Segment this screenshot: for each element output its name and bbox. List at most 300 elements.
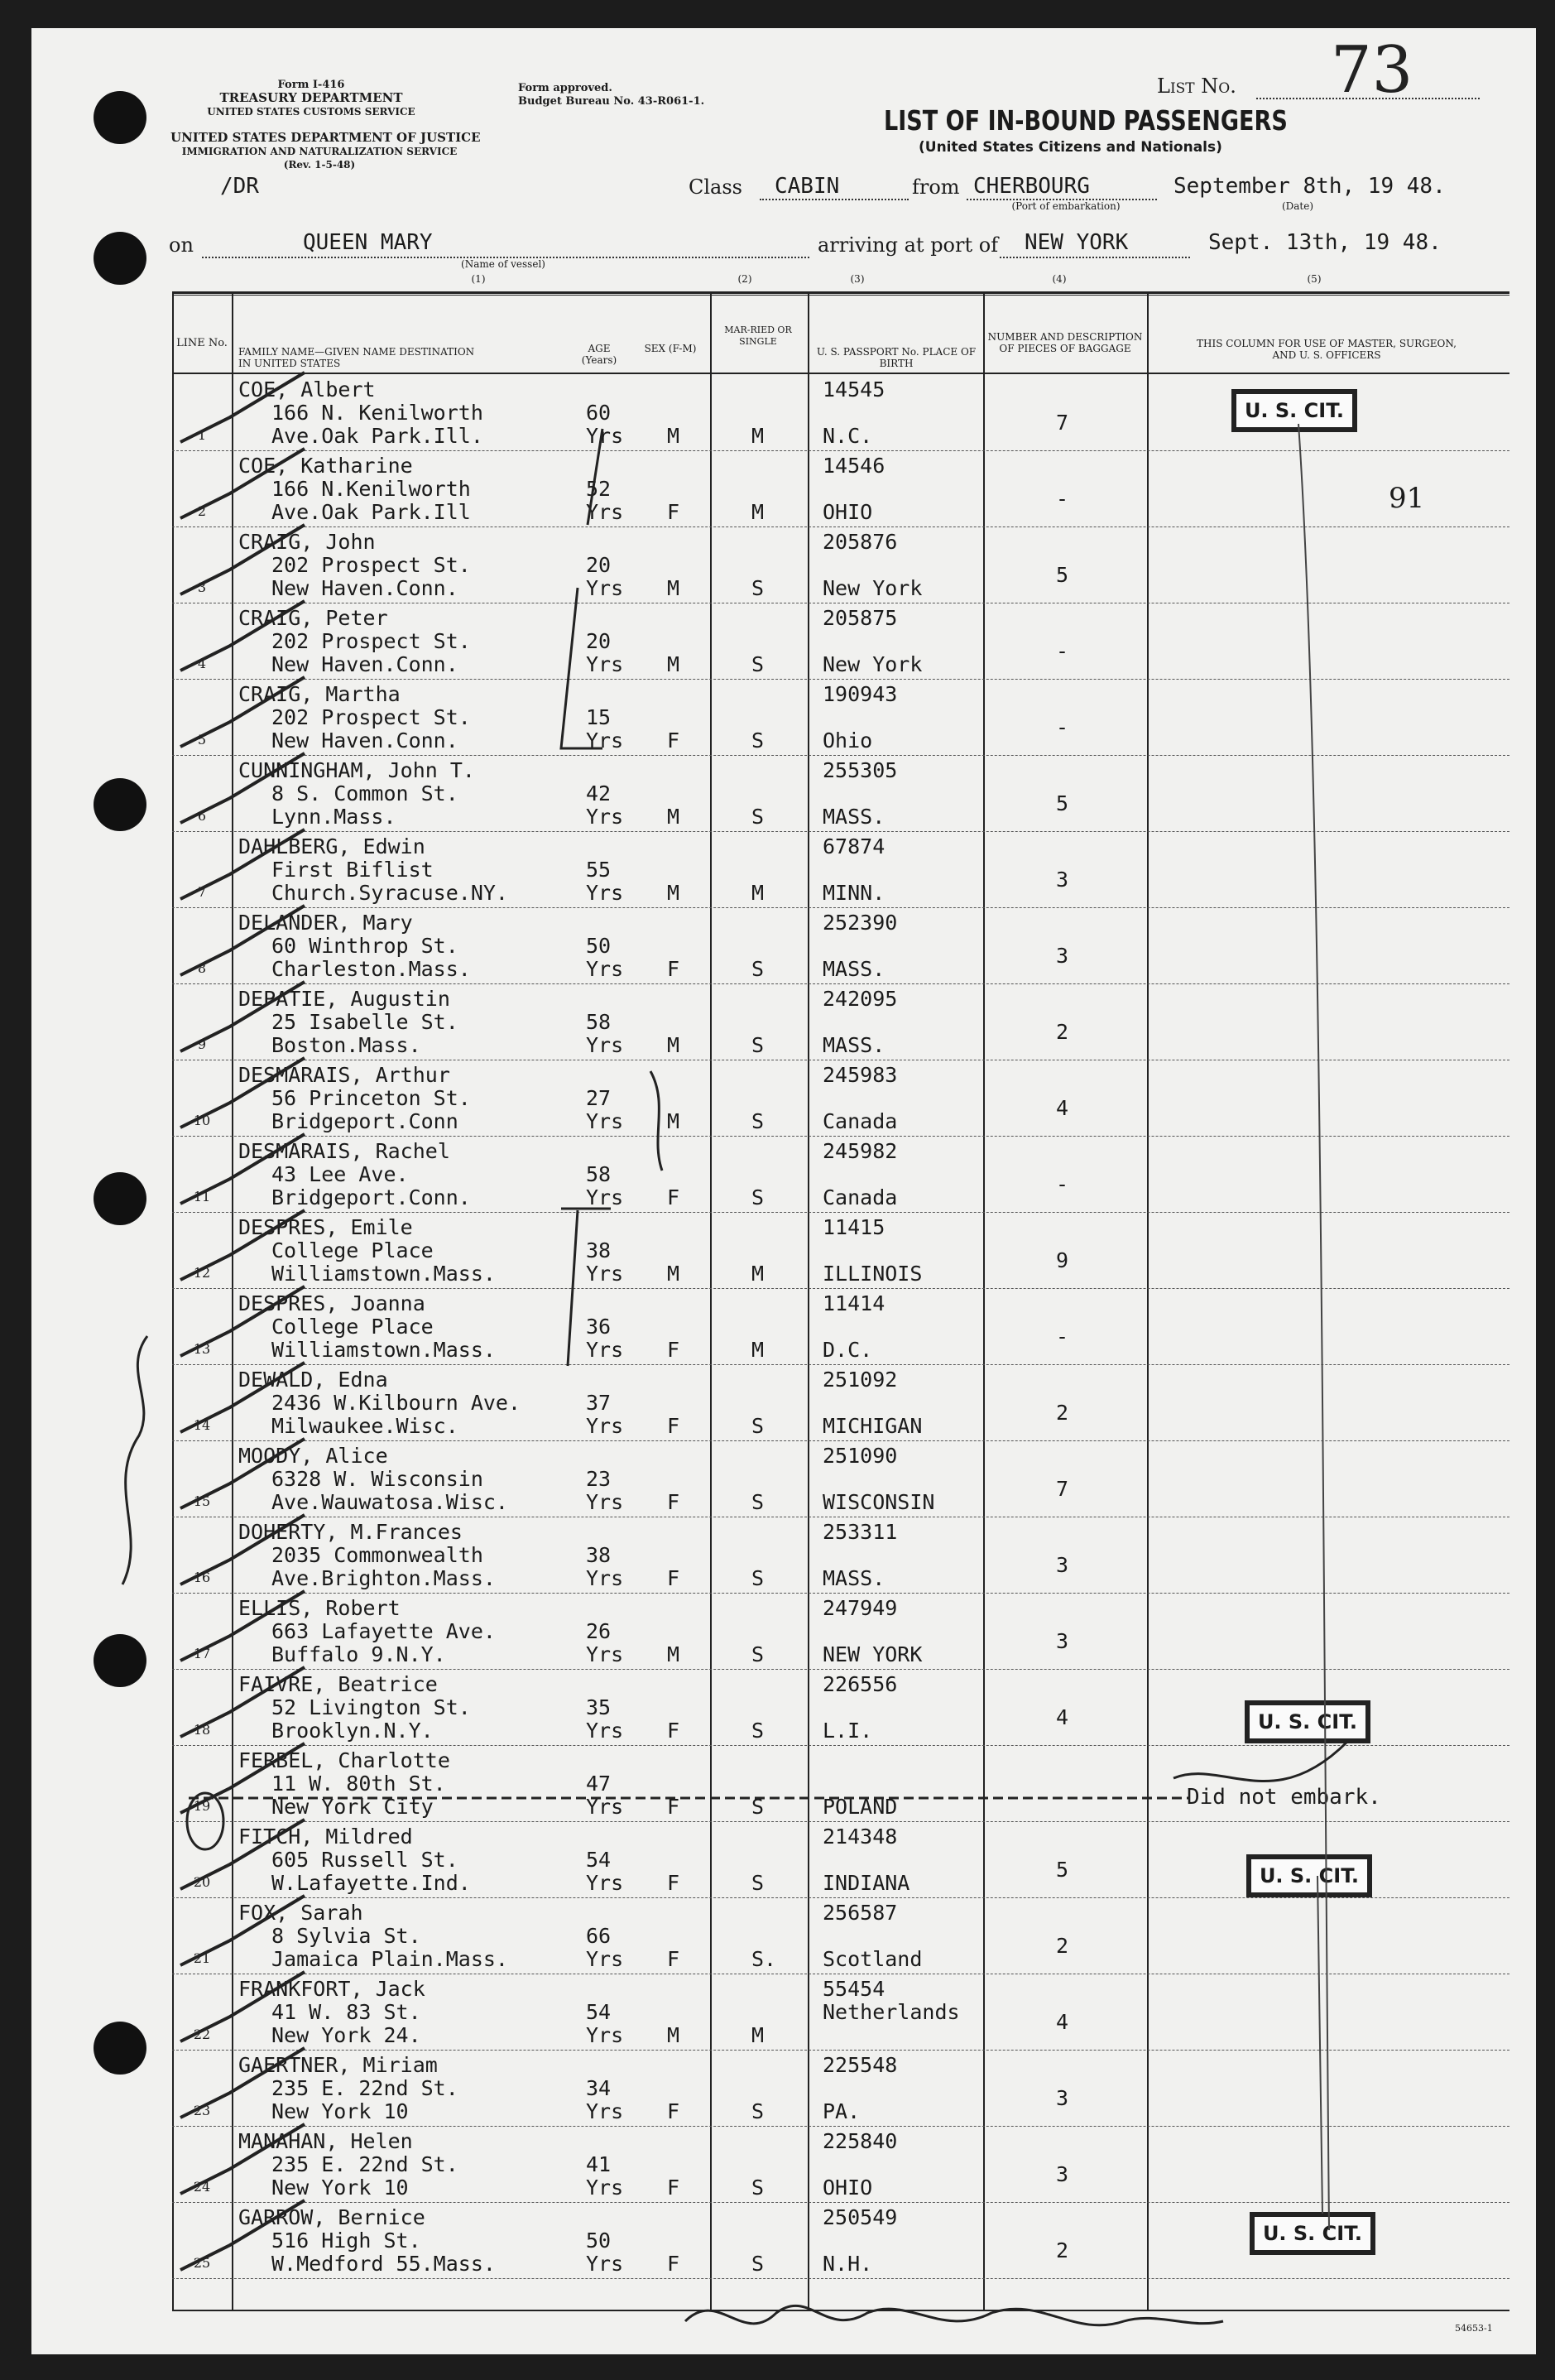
- passenger-name: DOHERTY, M.Frances: [238, 1520, 463, 1544]
- sex-value: F: [667, 728, 680, 752]
- baggage-count: -: [1056, 487, 1069, 511]
- age-value: 50: [586, 934, 612, 958]
- col-header-officers: THIS COLUMN FOR USE OF MASTER, SURGEON, AND U. S. OFFICERS: [1197, 338, 1457, 361]
- passport-number: 253311: [823, 1520, 898, 1544]
- us-cit-stamp: U. S. CIT.: [1251, 2214, 1374, 2253]
- passport-number: 252390: [823, 911, 898, 935]
- age-value: 20: [586, 553, 612, 577]
- col-header-sex: SEX (F-M): [644, 343, 697, 354]
- marital-status: S: [751, 2099, 765, 2123]
- age-unit: Yrs: [586, 500, 624, 524]
- marital-status: S: [751, 1109, 765, 1133]
- baggage-count: -: [1056, 715, 1069, 739]
- check-tick: [180, 829, 305, 899]
- marital-status: S: [751, 1642, 765, 1666]
- line-number: 17: [193, 1646, 211, 1661]
- passport-number: 247949: [823, 1596, 898, 1620]
- address-line-2: Ave.Oak Park.Ill: [271, 500, 471, 524]
- age-unit: Yrs: [586, 957, 624, 981]
- sex-value: M: [667, 576, 680, 600]
- address-line-2: Boston.Mass.: [271, 1033, 421, 1057]
- justice-label: UNITED STATES DEPARTMENT OF JUSTICE: [170, 130, 481, 145]
- passenger-name: DELANDER, Mary: [238, 911, 413, 935]
- passenger-name: FAIVRE, Beatrice: [238, 1672, 438, 1696]
- baggage-count: 3: [1056, 2162, 1069, 2186]
- address-line-1: 202 Prospect St.: [271, 629, 471, 653]
- passenger-name: CUNNINGHAM, John T.: [238, 758, 475, 782]
- address-line-1: 2436 W.Kilbourn Ave.: [271, 1391, 521, 1415]
- age-value: 54: [586, 1848, 612, 1872]
- address-line-2: New York City: [271, 1795, 434, 1819]
- date-caption: (Date): [1281, 200, 1314, 212]
- passenger-name: CRAIG, John: [238, 530, 376, 554]
- passenger-name: COE, Albert: [238, 377, 376, 401]
- col-header-line: LINE No.: [176, 337, 228, 349]
- address-line-1: 8 Sylvia St.: [271, 1924, 421, 1948]
- baggage-count: 2: [1056, 1020, 1069, 1044]
- address-line-2: Buffalo 9.N.Y.: [271, 1642, 446, 1666]
- passenger-name: FRANKFORT, Jack: [238, 1977, 425, 2001]
- passport-number: 190943: [823, 682, 898, 706]
- marital-status: M: [751, 424, 765, 448]
- age-value: 50: [586, 2229, 612, 2253]
- place-of-birth: L.I.: [823, 1719, 873, 1743]
- sex-value: M: [667, 1033, 680, 1057]
- page-title: LIST OF IN-BOUND PASSENGERS: [884, 104, 1288, 137]
- arrival-port: NEW YORK: [1025, 230, 1129, 255]
- check-tick: [180, 1439, 305, 1508]
- age-value: 41: [586, 2152, 612, 2176]
- place-of-birth: WISCONSIN: [823, 1490, 935, 1514]
- class-value: CABIN: [775, 174, 840, 199]
- address-line-2: Ave.Brighton.Mass.: [271, 1566, 496, 1590]
- sex-value: M: [667, 881, 680, 905]
- check-tick: [180, 2048, 305, 2118]
- age-unit: Yrs: [586, 1795, 624, 1819]
- age-value: 23: [586, 1467, 612, 1491]
- sex-value: M: [667, 1109, 680, 1133]
- passport-number: 245982: [823, 1139, 898, 1163]
- place-of-birth: MASS.: [823, 805, 885, 829]
- age-value: 52: [586, 477, 612, 501]
- form-number: Form I-416: [277, 79, 345, 91]
- passenger-name: DAHLBERG, Edwin: [238, 834, 425, 858]
- list-no-label: List No.: [1157, 75, 1236, 98]
- ins-label: IMMIGRATION AND NATURALIZATION SERVICE: [181, 146, 458, 157]
- age-value: 34: [586, 2076, 612, 2100]
- age-value: 38: [586, 1238, 612, 1262]
- age-unit: Yrs: [586, 1338, 624, 1362]
- col-header-married: MAR-RIED OR SINGLE: [724, 325, 792, 347]
- age-value: 15: [586, 705, 612, 729]
- did-not-embark-note: Did not embark.: [1187, 1785, 1381, 1810]
- departure-date: September 8th, 19 48.: [1173, 174, 1446, 199]
- line-number: 20: [193, 1874, 211, 1890]
- address-line-2: W.Medford 55.Mass.: [271, 2252, 496, 2276]
- marital-status: S: [751, 1566, 765, 1590]
- age-value: 42: [586, 781, 612, 805]
- address-line-2: Bridgeport.Conn: [271, 1109, 458, 1133]
- place-of-birth: OHIO: [823, 2176, 873, 2200]
- address-line-1: 202 Prospect St.: [271, 705, 471, 729]
- baggage-count: 4: [1056, 1705, 1069, 1729]
- address-line-1: College Place: [271, 1315, 434, 1339]
- handwritten-marks: [31, 28, 1536, 2354]
- marital-status: S: [751, 652, 765, 676]
- passport-number: 251092: [823, 1368, 898, 1392]
- baggage-count: 2: [1056, 1934, 1069, 1958]
- age-value: 66: [586, 1924, 612, 1948]
- place-of-birth: Canada: [823, 1109, 898, 1133]
- annotation-91: 91: [1389, 482, 1425, 515]
- col-number: (1): [471, 273, 486, 285]
- passenger-name: ELLIS, Robert: [238, 1596, 401, 1620]
- place-of-birth: N.C.: [823, 424, 873, 448]
- baggage-count: 9: [1056, 1248, 1069, 1272]
- check-tick: [180, 525, 305, 594]
- place-of-birth: Scotland: [823, 1947, 923, 1971]
- baggage-count: 3: [1056, 1553, 1069, 1577]
- place-of-birth: D.C.: [823, 1338, 873, 1362]
- baggage-count: -: [1056, 1172, 1069, 1196]
- marital-status: M: [751, 881, 765, 905]
- address-line-1: 166 N.Kenilworth: [271, 477, 471, 501]
- budget-number: Budget Bureau No. 43-R061-1.: [518, 95, 705, 108]
- port-caption: (Port of embarkation): [1011, 200, 1121, 212]
- address-line-2: Williamstown.Mass.: [271, 1338, 496, 1362]
- line-number: 25: [193, 2255, 211, 2271]
- sex-value: F: [667, 1185, 680, 1209]
- check-tick: [180, 1210, 305, 1280]
- age-value: 55: [586, 858, 612, 882]
- baggage-count: -: [1056, 1325, 1069, 1349]
- age-value: 27: [586, 1086, 612, 1110]
- sex-value: F: [667, 2252, 680, 2276]
- line-number: 2: [197, 503, 207, 519]
- passport-number: 11415: [823, 1215, 885, 1239]
- place-of-birth: MASS.: [823, 1566, 885, 1590]
- passenger-name: DESPRES, Emile: [238, 1215, 413, 1239]
- sex-value: F: [667, 2099, 680, 2123]
- passport-number: 250549: [823, 2205, 898, 2229]
- address-line-2: Charleston.Mass.: [271, 957, 471, 981]
- place-of-birth: MICHIGAN: [823, 1414, 923, 1438]
- age-unit: Yrs: [586, 2099, 624, 2123]
- marital-status: M: [751, 2023, 765, 2047]
- place-of-birth: Netherlands: [823, 2000, 960, 2024]
- place-of-birth: MINN.: [823, 881, 885, 905]
- address-line-1: 43 Lee Ave.: [271, 1162, 409, 1186]
- address-line-1: 235 E. 22nd St.: [271, 2152, 458, 2176]
- address-line-1: 516 High St.: [271, 2229, 421, 2253]
- place-of-birth: N.H.: [823, 2252, 873, 2276]
- marital-status: S: [751, 1033, 765, 1057]
- line-number: 1: [197, 427, 207, 443]
- marital-status: S: [751, 1719, 765, 1743]
- baggage-count: 5: [1056, 791, 1069, 815]
- address-line-2: Milwaukee.Wisc.: [271, 1414, 458, 1438]
- marital-status: S: [751, 1414, 765, 1438]
- sex-value: M: [667, 1642, 680, 1666]
- address-line-1: 25 Isabelle St.: [271, 1010, 458, 1034]
- marital-status: S: [751, 1871, 765, 1895]
- sex-value: M: [667, 1262, 680, 1286]
- address-line-1: 6328 W. Wisconsin: [271, 1467, 483, 1491]
- passenger-name: DEWALD, Edna: [238, 1368, 388, 1392]
- footer-code: 54653-1: [1455, 2323, 1493, 2334]
- passport-number: 226556: [823, 1672, 898, 1696]
- passenger-name: FOX, Sarah: [238, 1901, 363, 1925]
- marital-status: M: [751, 1262, 765, 1286]
- line-number: 3: [197, 579, 207, 595]
- address-line-2: Williamstown.Mass.: [271, 1262, 496, 1286]
- sex-value: F: [667, 1795, 680, 1819]
- baggage-count: 4: [1056, 1096, 1069, 1120]
- age-unit: Yrs: [586, 1262, 624, 1286]
- revision: (Rev. 1-5-48): [283, 159, 356, 171]
- marital-status: S: [751, 728, 765, 752]
- place-of-birth: MASS.: [823, 957, 885, 981]
- place-of-birth: NEW YORK: [823, 1642, 923, 1666]
- marital-status: S: [751, 805, 765, 829]
- check-tick: [180, 1363, 305, 1432]
- place-of-birth: Ohio: [823, 728, 873, 752]
- line-number: 24: [193, 2179, 211, 2195]
- sex-value: F: [667, 1338, 680, 1362]
- address-line-1: 235 E. 22nd St.: [271, 2076, 458, 2100]
- us-cit-stamp: U. S. CIT.: [1246, 1702, 1369, 1742]
- line-number: 7: [197, 884, 207, 900]
- age-unit: Yrs: [586, 1109, 624, 1133]
- page-subtitle: (United States Citizens and Nationals): [919, 139, 1222, 156]
- check-tick: [180, 1515, 305, 1584]
- sex-value: F: [667, 1871, 680, 1895]
- passport-number: 242095: [823, 987, 898, 1011]
- place-of-birth: MASS.: [823, 1033, 885, 1057]
- passenger-name: CRAIG, Peter: [238, 606, 388, 630]
- on-label: on: [169, 233, 194, 257]
- sex-value: M: [667, 424, 680, 448]
- line-number: 10: [193, 1113, 211, 1128]
- col-header-name: FAMILY NAME—GIVEN NAME DESTINATION IN UNITED STATES: [238, 346, 475, 369]
- list-no-value: 73: [1331, 33, 1413, 108]
- marital-status: S: [751, 957, 765, 981]
- address-line-1: 663 Lafayette Ave.: [271, 1619, 496, 1643]
- passport-number: 225840: [823, 2129, 898, 2153]
- line-number: 21: [193, 1950, 211, 1966]
- age-unit: Yrs: [586, 1566, 624, 1590]
- col-header-passport: U. S. PASSPORT No. PLACE OF BIRTH: [816, 346, 977, 369]
- marital-status: M: [751, 1338, 765, 1362]
- col-header-age: AGE (Years): [581, 343, 617, 366]
- age-unit: Yrs: [586, 1033, 624, 1057]
- sex-value: M: [667, 805, 680, 829]
- baggage-count: 3: [1056, 1629, 1069, 1653]
- passenger-name: DEPATIE, Augustin: [238, 987, 450, 1011]
- sex-value: M: [667, 2023, 680, 2047]
- address-line-2: New York 10: [271, 2176, 409, 2200]
- check-tick: [180, 1820, 305, 1889]
- passenger-name: CRAIG, Martha: [238, 682, 401, 706]
- sex-value: F: [667, 1947, 680, 1971]
- baggage-count: 7: [1056, 411, 1069, 435]
- passenger-name: FITCH, Mildred: [238, 1825, 413, 1849]
- check-tick: [180, 449, 305, 518]
- place-of-birth: PA.: [823, 2099, 861, 2123]
- arriving-label: arriving at port of: [818, 233, 999, 257]
- age-value: 58: [586, 1162, 612, 1186]
- address-line-1: 11 W. 80th St.: [271, 1772, 446, 1796]
- age-unit: Yrs: [586, 1185, 624, 1209]
- check-tick: [180, 1058, 305, 1127]
- passenger-name: COE, Katharine: [238, 454, 413, 478]
- marital-status: S: [751, 1490, 765, 1514]
- check-tick: [180, 906, 305, 975]
- sex-value: F: [667, 957, 680, 981]
- place-of-birth: ILLINOIS: [823, 1262, 923, 1286]
- age-unit: Yrs: [586, 2023, 624, 2047]
- place-of-birth: Canada: [823, 1185, 898, 1209]
- passport-number: 205876: [823, 530, 898, 554]
- address-line-2: New Haven.Conn.: [271, 576, 458, 600]
- check-tick: [180, 2200, 305, 2270]
- check-tick: [180, 1972, 305, 2041]
- marital-status: S: [751, 1795, 765, 1819]
- passport-number: 11414: [823, 1291, 885, 1315]
- us-cit-stamp: U. S. CIT.: [1233, 391, 1356, 430]
- place-of-birth: New York: [823, 576, 923, 600]
- age-value: 37: [586, 1391, 612, 1415]
- passport-number: 205875: [823, 606, 898, 630]
- passenger-name: DESPRES, Joanna: [238, 1291, 425, 1315]
- address-line-2: New Haven.Conn.: [271, 728, 458, 752]
- address-line-2: New York 24.: [271, 2023, 421, 2047]
- check-tick: [180, 677, 305, 747]
- address-line-2: New York 10: [271, 2099, 409, 2123]
- address-line-2: Ave.Wauwatosa.Wisc.: [271, 1490, 508, 1514]
- baggage-count: 2: [1056, 1401, 1069, 1425]
- check-tick: [180, 373, 305, 442]
- col-number: (5): [1307, 273, 1322, 285]
- age-unit: Yrs: [586, 652, 624, 676]
- line-number: 16: [193, 1570, 211, 1585]
- from-label: from: [912, 175, 960, 199]
- sex-value: F: [667, 2176, 680, 2200]
- passenger-name: DESMARAIS, Rachel: [238, 1139, 450, 1163]
- passport-number: 67874: [823, 834, 885, 858]
- marital-status: S: [751, 2252, 765, 2276]
- passenger-name: DESMARAIS, Arthur: [238, 1063, 450, 1087]
- age-value: 35: [586, 1695, 612, 1719]
- age-unit: Yrs: [586, 881, 624, 905]
- baggage-count: 3: [1056, 868, 1069, 892]
- address-line-2: New Haven.Conn.: [271, 652, 458, 676]
- age-unit: Yrs: [586, 805, 624, 829]
- age-value: 60: [586, 401, 612, 425]
- baggage-count: 2: [1056, 2238, 1069, 2262]
- age-value: 38: [586, 1543, 612, 1567]
- check-tick: [180, 1896, 305, 1965]
- check-tick: [180, 601, 305, 671]
- line-number: 5: [197, 732, 207, 748]
- passport-number: 255305: [823, 758, 898, 782]
- arrival-date: Sept. 13th, 19 48.: [1208, 230, 1442, 255]
- age-unit: Yrs: [586, 424, 624, 448]
- sex-value: F: [667, 1719, 680, 1743]
- age-unit: Yrs: [586, 728, 624, 752]
- check-tick: [180, 1286, 305, 1356]
- address-line-2: W.Lafayette.Ind.: [271, 1871, 471, 1895]
- line-number: 8: [197, 960, 207, 976]
- baggage-count: 3: [1056, 2086, 1069, 2110]
- baggage-count: 5: [1056, 563, 1069, 587]
- place-of-birth: INDIANA: [823, 1871, 910, 1895]
- address-line-1: 2035 Commonwealth: [271, 1543, 483, 1567]
- address-line-1: 56 Princeton St.: [271, 1086, 471, 1110]
- form-approved: Form approved.: [518, 82, 612, 94]
- dr-mark: /DR: [220, 174, 259, 199]
- baggage-count: 3: [1056, 944, 1069, 968]
- address-line-1: 166 N. Kenilworth: [271, 401, 483, 425]
- age-value: 47: [586, 1772, 612, 1796]
- age-unit: Yrs: [586, 1414, 624, 1438]
- col-number: (2): [737, 273, 752, 285]
- sex-value: M: [667, 652, 680, 676]
- marital-status: S.: [751, 1947, 777, 1971]
- vessel-caption: (Name of vessel): [461, 258, 545, 270]
- line-number: 15: [193, 1493, 211, 1509]
- col-number: (4): [1052, 273, 1067, 285]
- age-value: 36: [586, 1315, 612, 1339]
- marital-status: S: [751, 576, 765, 600]
- baggage-count: 4: [1056, 2010, 1069, 2034]
- age-unit: Yrs: [586, 1947, 624, 1971]
- sex-value: F: [667, 1566, 680, 1590]
- line-number: 23: [193, 2103, 211, 2118]
- address-line-1: 60 Winthrop St.: [271, 934, 458, 958]
- check-tick: [180, 1743, 305, 1813]
- address-line-2: Bridgeport.Conn.: [271, 1185, 471, 1209]
- line-number: 11: [193, 1189, 211, 1204]
- passenger-name: GAERTNER, Miriam: [238, 2053, 438, 2077]
- line-number: 13: [193, 1341, 211, 1357]
- place-of-birth: OHIO: [823, 500, 873, 524]
- treasury-label: TREASURY DEPARTMENT: [219, 90, 403, 105]
- passport-number: 214348: [823, 1825, 898, 1849]
- sex-value: F: [667, 1490, 680, 1514]
- address-line-2: Brooklyn.N.Y.: [271, 1719, 434, 1743]
- address-line-2: Lynn.Mass.: [271, 805, 396, 829]
- check-tick: [180, 1134, 305, 1204]
- passenger-name: MOODY, Alice: [238, 1444, 388, 1468]
- address-line-1: College Place: [271, 1238, 434, 1262]
- check-tick: [180, 753, 305, 823]
- address-line-2: Jamaica Plain.Mass.: [271, 1947, 508, 1971]
- customs-label: UNITED STATES CUSTOMS SERVICE: [207, 106, 415, 118]
- passenger-name: FERBEL, Charlotte: [238, 1748, 450, 1772]
- passport-number: 256587: [823, 1901, 898, 1925]
- age-unit: Yrs: [586, 576, 624, 600]
- passport-number: 14545: [823, 377, 885, 401]
- place-of-birth: POLAND: [823, 1795, 898, 1819]
- place-of-birth: New York: [823, 652, 923, 676]
- age-unit: Yrs: [586, 2176, 624, 2200]
- address-line-1: 605 Russell St.: [271, 1848, 458, 1872]
- passport-number: 251090: [823, 1444, 898, 1468]
- line-number: 18: [193, 1722, 211, 1738]
- address-line-1: 8 S. Common St.: [271, 781, 458, 805]
- passport-number: 55454: [823, 1977, 885, 2001]
